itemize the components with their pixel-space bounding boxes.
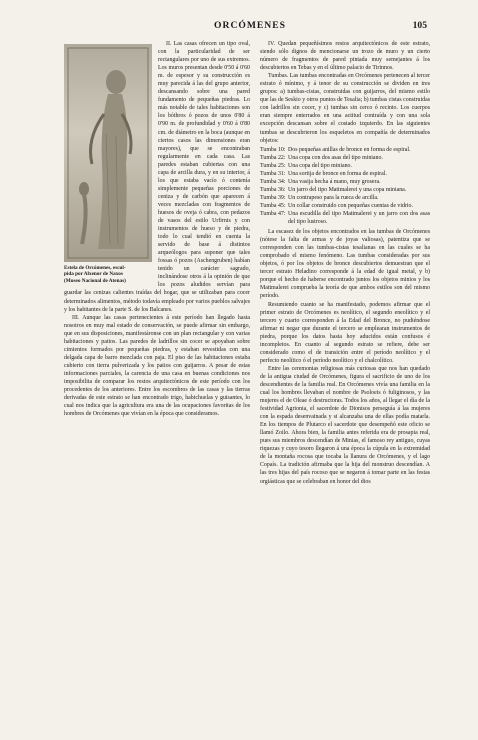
caption-line: Estela de Orcómenes, escul- <box>64 265 126 271</box>
tomb-entry <box>260 210 430 226</box>
tomb-label: Tumba 22: <box>260 154 286 161</box>
tomb-text: Un jarro del tipo Mattmalerei y una copa miniana. <box>288 186 407 193</box>
tomb-text: Dos pequeñas anillas de bronce en forma de espiral. <box>288 146 411 153</box>
tomb-text: Un contrapeso para la rueca de arcilla. <box>288 194 379 201</box>
tomb-text: Una vasija hecha á mano, muy grosera. <box>288 178 381 185</box>
tomb-entry <box>260 186 430 194</box>
tomb-text: Una copa con dos asas del tipo miniano. <box>288 154 383 161</box>
left-column <box>64 40 250 418</box>
paragraph: La escasez de los objetos encontrados en las tumbas de Orcómenes (nótese la falta de armas y de joyas valiosas), patentiza que se corresponden con las tumbas-cistas tesalianas en las cuales se ha comprobado el mismo fenómeno. Las tumbas consideradas por sus objetos, ó por los objetos de bronce descubiertos demuestran que el tercer estrato Heladino corresponde á la edad de igual metal, y b) porque el hecho de haberse encontrado juntos los objetos minios y los Mattmalerei comprueba la teoría de que ambos estilos son del mismo período. <box>260 229 430 300</box>
paragraph: III. Aunque las casas pertenecientes á este período han llegado hasta nosotros en muy mal estado de conservación, se puede afirmar sin embargo, que en sus disposiciones, manifestáronse con un plan rectangular y con varias habitaciones y patios. Las paredes de ladrillos sin cocer se apoyaban sobre cimientos formados por pequeñas piedras, y estaban revestidas con una delgada capa de barro mezclada con paja. El piso de las habitaciones estaba cubierto con tierra pulverizada y los patios con guijarros. A pesar de estas informaciones parciales, la carencia de una casa en buenas condiciones nos imposibilita de comparar los restos arquitectónicos de este período con los procedentes de los anteriores. Entre los escombros de las casas y las tierras derivadas de este estrato se han encontrado trigo, habichuelas y guisantes, lo cual nos indica que la agricultura era una de las ocupaciones favoritas de los hombres de Orcómenes que vivían en la época que consideramos. <box>64 314 250 418</box>
caption-line: pida por Alxenor de Naxos <box>64 271 123 278</box>
tomb-text: Una escudilla del tipo Mattmalerei y un jarro con dos asas del tipo lustroso. <box>288 210 430 226</box>
tomb-label: Tumba 25: <box>260 162 286 169</box>
tomb-text: Un collar construido con pequeñas cuentas de vidrio. <box>288 202 413 209</box>
caption-line: (Museo Nacional de Atenas) <box>64 277 126 284</box>
tomb-label: Tumba 36: <box>260 186 286 193</box>
paragraph: II. Las casas ofrecen un tipo oval, con la particularidad de ser rectangulares por uno de sus extremos. Los muros presentan desde 0'50 á 0'60 m. de espesor y su construcción es muy parecida á las del grupo anterior, descansando sobre una pared fundamento de pequeñas piedras. Lo más notable de tales habitaciones son los bóthros ó pozos de unos 0'80 á 0'90 m. de profundidad y 0'60 á 0'80 cm. de diámetro en la boca (aunque en ciertos casos las dimensiones eran mayores), que se encontraban regularmente en cada casa. Las paredes estaban cubiertas con una capa de arcilla dura, y en su interior, á los que estaba vacío ó contenía simplemente pequeñas porciones de ceniza y de carbón que aparecen á veces mezcladas con fragmentos de huesos de oveja ó cabra, con pedazos de vasos del estilo Urfirnis y con instrumentos de hueso y de piedra, todo lo cual tendió en cuenta la servido de base á distintos arqueólogos para suponer que tales fossas ó pozos (Aschengruben) habían tenido un carácter sagrado, inclinándose otros á la opinión de que los pozos aludidos servían para guardar las cenizas calientes traídas del hogar, que se utilizaban para cocer determinados alimentos, método todavía empleado por varios pueblos salvajes y los habitantes de la parte S. de los Balcanes. <box>64 41 250 313</box>
tomb-entry <box>260 146 430 154</box>
tomb-label: Tumba 10: <box>260 146 286 153</box>
paragraph: Entre las ceremonias religiosas más curiosas que nos han quedado de la antigua ciudad de Orcómenes, figura el sacrificio de uno de los descendientes de la familia real. En Orcómenes vivía una familia en la cual los hombres llevaban el nombre de Psoloeis ó fuliginosos, y las mujeres el de Oleae ó destructoras. Todos los años, al llegar el día de la festividad Agrionia, el sacerdote de Dionisos perseguía á las mujeres con la espada desenvainada y si alcanzaba una de ellas podía matarla. En los tiempos de Plutarco el sacerdote que desempeñó este oficio se llamó Zoilo. Ahora bien, la familia antes referida era de prosapia real, pues sus miembros descendían de Minias, el famoso rey antiguo, cuyas riquezas y cuyo tesoro llegaron á una época la cúpula en la extremidad de la montaña rocosa que tocaba la llanura de Orcómenes, y el lago Copaís. La tradición afirmaba que la hija del monstruo descendían. A las tres hijas del país rocoso que se negaron á tomar parte en las festas orgiásticas que se celebraban en honor del dios <box>260 365 430 485</box>
tomb-label: Tumba 39: <box>260 194 286 201</box>
tomb-label: Tumba 34: <box>260 178 286 185</box>
paragraph: Tumbas. Las tumbas encontradas en Orcómenes pertenecen al tercer estrato ó mínimo, y á tenor de su construcción se dividen en tres grupos: a) tumbas-cistas, construidas con guijarros, del mismo estilo que las de Seskio y otros puntos de Tesalia; b) tumbas cistas construidas con ladrillos sin cocer, y c) tumbas sin cerco ó recinto. Los cuerpos eran siempre enterrados en una actitud contraída y con una sola excepción descansan sobre el costado izquierdo. En las siguientes tumbas se descubrieron los esqueletos en compañía de determinados objetos: <box>260 73 430 144</box>
tomb-label: Tumba 47: <box>260 210 286 217</box>
tomb-entry <box>260 178 430 186</box>
tomb-entry <box>260 194 430 202</box>
tomb-text: Una sortija de bronce en forma de espiral. <box>288 170 387 177</box>
figure-caption <box>64 265 152 284</box>
stela-figure <box>64 44 152 284</box>
tomb-entry <box>260 202 430 210</box>
tomb-entry <box>260 154 430 162</box>
running-title: ORCÓMENES <box>214 20 286 31</box>
paragraph: IV. Quedan pequeñísimos restos arquitectónicos de este estrato, siendo sólo dignos de mencionarse un trozo de muro y un cierto número de fragmentos de pared pintada muy semejantes á los descubiertos en Tebas y en el último palacio de Tirinnos. <box>260 41 430 72</box>
page-number: 105 <box>412 20 427 31</box>
right-column <box>260 40 430 486</box>
tomb-label: Tumba 45: <box>260 202 286 209</box>
stela-relief-image <box>64 44 152 262</box>
stela-relief-drawing <box>64 44 152 262</box>
paragraph: Resumiendo cuanto se ha manifestado, podemos afirmar que el primer estrato de Orcómenes es neolítico, el segundo eneolítico y el tercero y cuarto corresponden á la Edad del Bronce, no pudiéndose afirmar ni negar que durante el tercero se emplearan instrumentos de piedra, porque los datos hasta hoy aducidos están confusos é incompletos. En cuanto al segundo estrato se refiere, debe ser considerado como el de transición entre el período neolítico y el perfecto neolítico ó el período neolítico y el chalcolítico. <box>260 301 430 364</box>
tomb-label: Tumba 31: <box>260 170 286 177</box>
tomb-text: Una copa del tipo miniano. <box>288 162 352 169</box>
tomb-entry <box>260 162 430 170</box>
tomb-list <box>260 146 430 226</box>
tomb-entry <box>260 170 430 178</box>
